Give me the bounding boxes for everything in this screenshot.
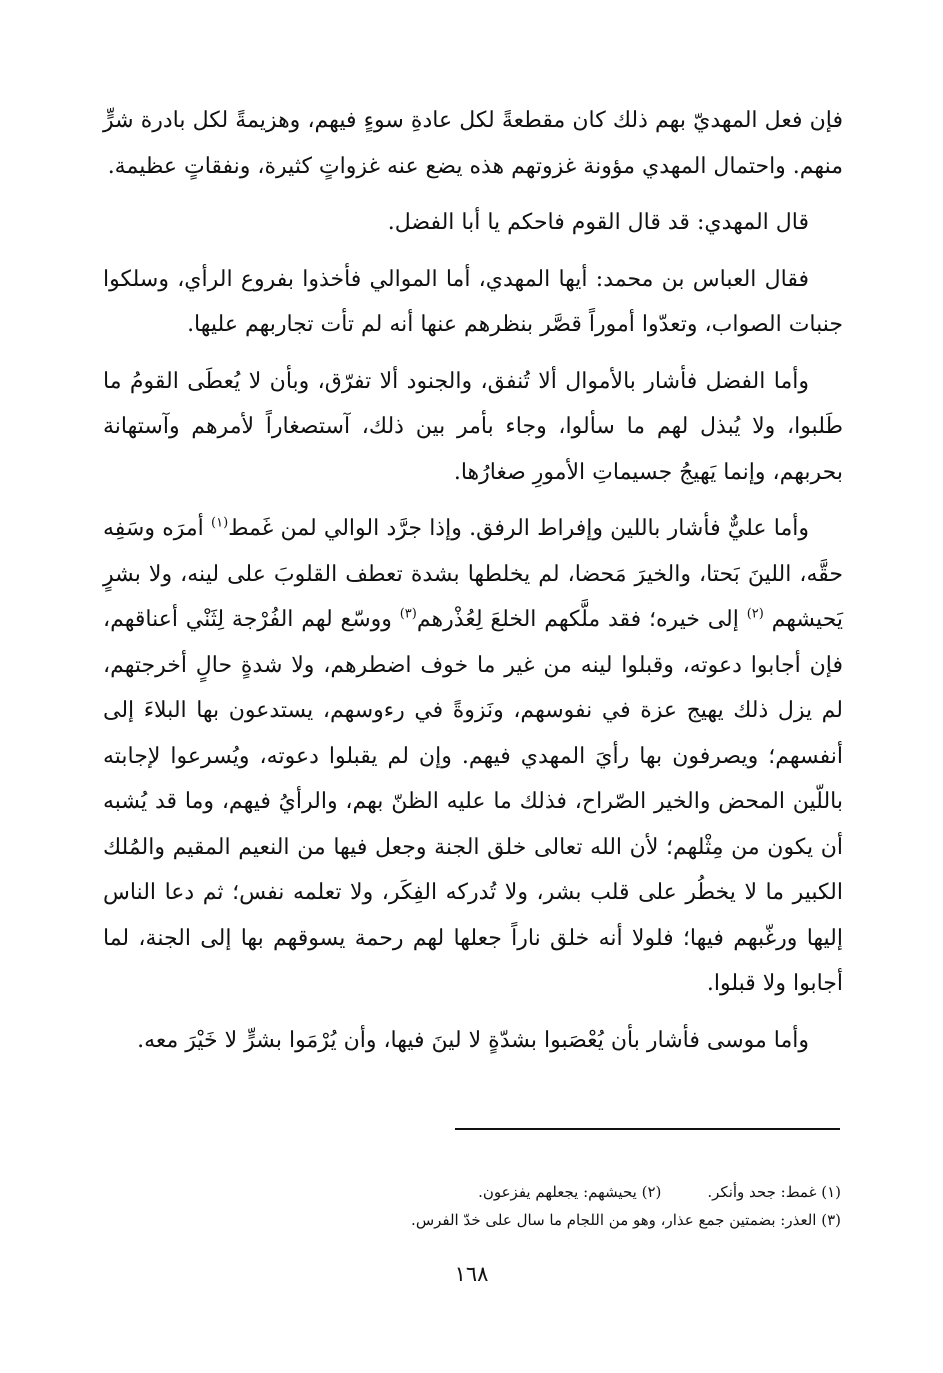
paragraph-5-part-1: وأما عليٌّ فأشار باللين وإفراط الرفق. وإذا جرَّد الوالي لمن غَمط	[228, 516, 810, 541]
footnote-2: (٢) يحيشهم: يجعلهم يفزعون.	[478, 1183, 662, 1201]
footnote-ref-3: (٣)	[399, 606, 417, 622]
page-number: ١٦٨	[454, 1262, 489, 1286]
paragraph-6: وأما موسى فأشار بأن يُعْصَبوا بشدّةٍ لا لينَ فيها، وأن يُرْمَوا بشرٍّ لا خَيْرَ معه.	[137, 1027, 809, 1053]
footnote-1: (١) غمط: جحد وأنكر.	[707, 1183, 841, 1201]
footnote-line-1	[101, 1178, 841, 1206]
paragraph-3: فقال العباس بن محمد: أيها المهدي، أما الموالي فأخذوا بفروع الرأي، وسلكوا جنبات الصواب، وتعدّوا أموراً قصَّر بنظرهم عنها أنه لم تأت تجاربهم عليها.	[103, 266, 843, 337]
paragraph-5	[103, 506, 843, 1007]
paragraph-5-part-3: إلى خيره؛ فقد ملَّكهم الخلعَ لِعُذْرهم	[416, 607, 739, 632]
paragraph-1: فإن فعل المهديّ بهم ذلك كان مقطعةً لكل عادةِ سوءٍ فيهم، وهزيمةً لكل بادرة شرٍّ منهم. واحتمال المهدي مؤونة غزوتهم هذه يضع عنه غزواتٍ كثيرة، ونفقاتٍ عظيمة.	[103, 108, 843, 179]
footnote-line-2	[101, 1206, 841, 1234]
main-text	[103, 98, 843, 1074]
footnote-ref-2: (٢)	[746, 606, 764, 622]
paragraph-4: وأما الفضل فأشار بالأموال ألا تُنفق، والجنود ألا تفرّق، وبأن لا يُعطَى القومُ ما طَلبوا، ولا يُبذل لهم ما سألوا، وجاء بأمر بين ذلك، آستصغاراً لأمرهم وآستهانة بحربهم، وإنما يَهيجُ جسيماتِ الأمورِ صغارُها.	[103, 368, 843, 485]
footnote-3: (٣) العذر: بضمتين جمع عذار، وهو من اللجام ما سال على خدّ الفرس.	[411, 1211, 841, 1229]
paragraph-2: قال المهدي: قد قال القوم فاحكم يا أبا الفضل.	[387, 210, 809, 235]
paragraph-5-part-2: أمرَه وسَفِه حقَّه، اللينَ بَحتا، والخيرَ مَحضا، لم يخلطها بشدة تعطف القلوبَ على لينه، ولا بشرٍ يَحيشهم	[103, 516, 844, 632]
footnotes	[101, 1178, 841, 1234]
footnote-separator	[455, 1128, 840, 1130]
footnote-ref-1: (١)	[211, 515, 229, 531]
paragraph-5-part-4: ووسّع لهم الفُرْجة لِثَنْي أعناقهم، فإن أجابوا دعوته، وقبلوا لينه من غير ما خوف اضطرهم، ولا شدةٍ حالٍ أخرجتهم، لم يزل ذلك يهيج عزة في نفوسهم، ونَزوةً في رءوسهم، يستدعون بها البلاءَ إلى أنفسهم؛ ويصرفون بها رأيَ المهدي فيهم. وإن لم يقبلوا دعوته، ويُسرعوا لإجابته باللّين المحض والخير الصّراح، فذلك ما عليه الظنّ بهم، والرأيُ فيهم، وما قد يُشبه أن يكون من مِثْلهم؛ لأن الله تعالى خلق الجنة وجعل فيها من النعيم المقيم والمُلك الكبير ما لا يخطُر على قلب بشر، ولا تُدركه الفِكَر، ولا تعلمه نفس؛ ثم دعا الناس إليها ورغّبهم فيها؛ فلولا أنه خلق ناراً جعلها لهم رحمة يسوقهم بها إلى الجنة، لما أجابوا ولا قبلوا.	[103, 607, 843, 996]
